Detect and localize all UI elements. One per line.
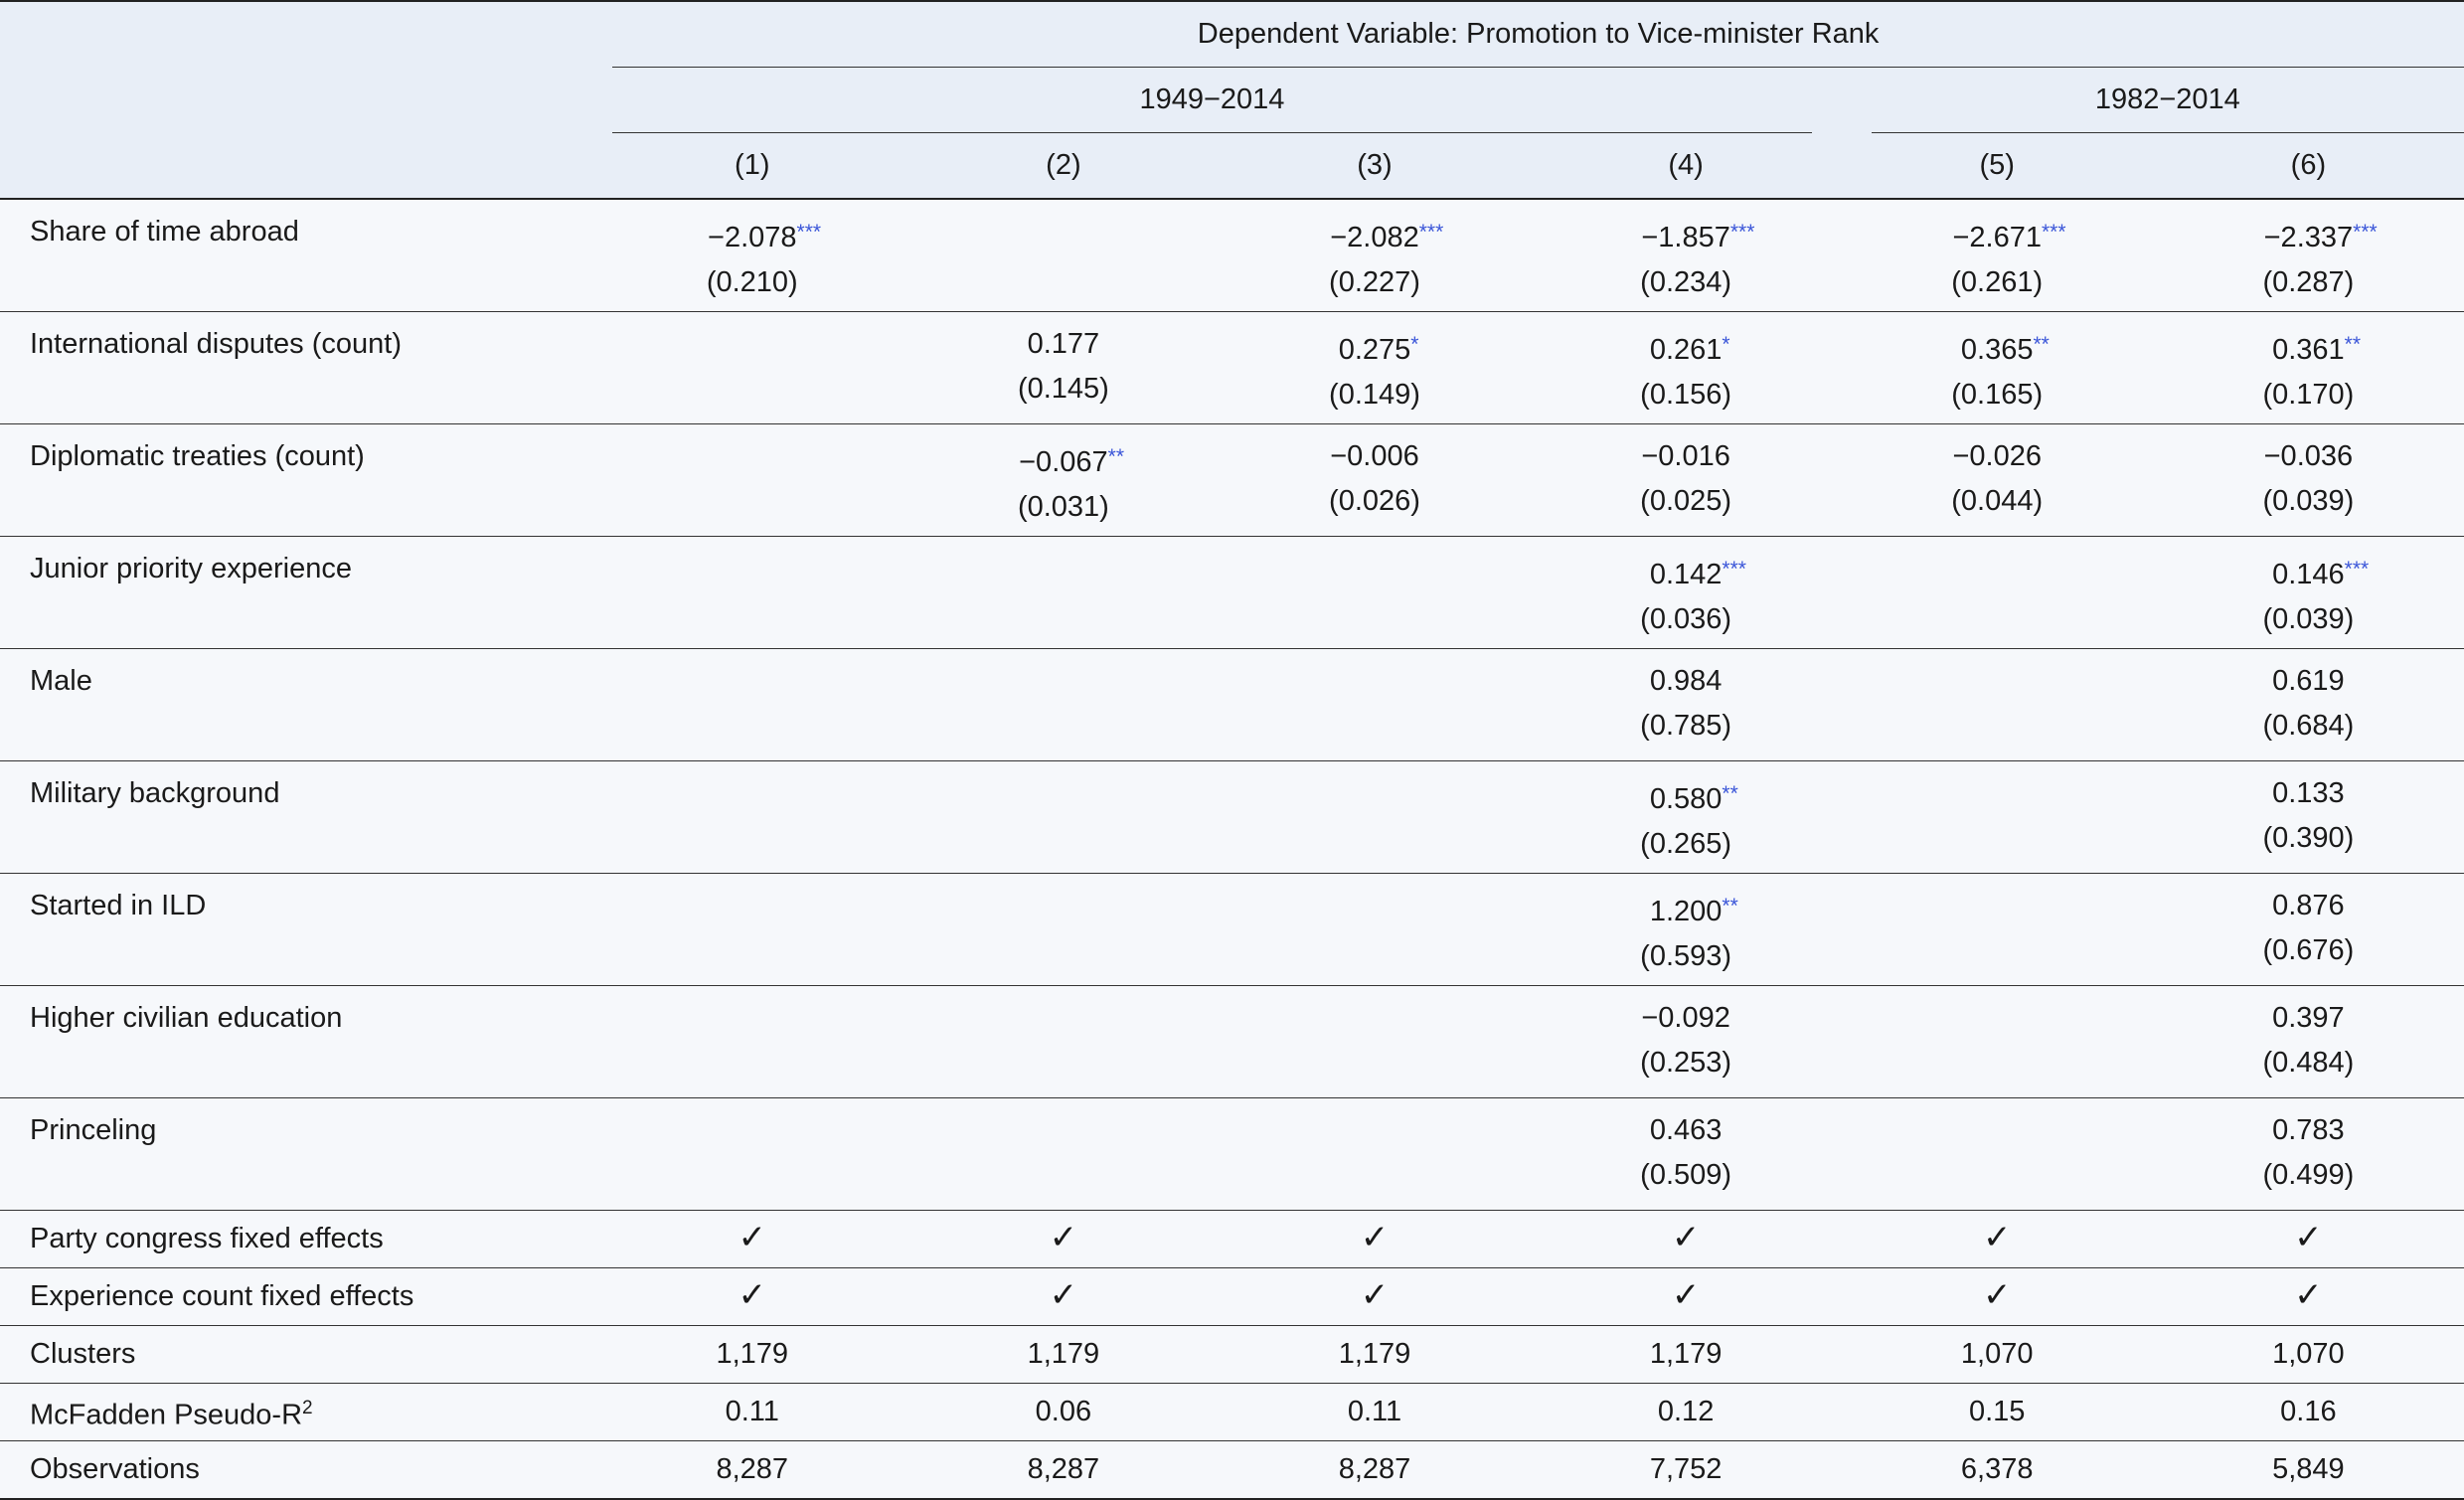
check-mark-icon: ✓ (1049, 1276, 1078, 1314)
estimate-value: 1.200 (1649, 896, 1723, 927)
period-1-header (596, 68, 1841, 133)
standard-error: (0.039) (2262, 603, 2355, 635)
coefficient-estimate: 0.361** (2272, 333, 2362, 366)
standard-error: (0.170) (2262, 379, 2355, 411)
estimate-value: 0.142 (1649, 559, 1723, 590)
superscript: 2 (302, 1398, 313, 1419)
standard-error: (0.593) (1640, 940, 1732, 972)
dependent-variable-header (596, 1, 2464, 68)
row-label: Male (0, 649, 596, 761)
coefficient-cell (2153, 986, 2464, 1098)
standard-error: (0.036) (1640, 603, 1732, 635)
coefficient-cell (1842, 761, 2153, 874)
estimate-value: −0.006 (1330, 440, 1419, 472)
check-mark-icon: ✓ (2294, 1276, 2323, 1314)
coefficient-cell (907, 761, 1219, 874)
standard-error: (0.785) (1640, 710, 1732, 742)
coefficient-estimate (1842, 434, 2153, 479)
coefficient-cell (596, 986, 907, 1098)
coefficient-estimate (1219, 1108, 1530, 1153)
estimate-value: 0.619 (2272, 665, 2345, 697)
table-header (0, 1, 2464, 199)
stat-value: 5,849 (2153, 1441, 2464, 1500)
coefficient-estimate (2153, 434, 2464, 479)
coefficient-estimate: 0.142*** (1649, 558, 1746, 590)
coefficient-estimate (596, 547, 907, 591)
coefficient-cell (1531, 649, 1842, 761)
standard-error: (0.484) (2262, 1047, 2355, 1079)
coefficient-estimate (907, 771, 1219, 816)
column-number: (2) (907, 133, 1219, 199)
coefficient-cell (907, 199, 1219, 312)
stat-value: 6,378 (1842, 1441, 2153, 1500)
coefficient-cell (1219, 537, 1530, 649)
stat-value: 8,287 (596, 1441, 907, 1500)
coefficient-estimate: −2.078*** (708, 221, 822, 253)
coefficient-estimate (2153, 996, 2464, 1041)
check-mark-icon: ✓ (1671, 1219, 1701, 1256)
coefficient-estimate (907, 884, 1219, 928)
row-label (0, 1441, 596, 1500)
row-label: Military background (0, 761, 596, 874)
coefficient-cell (2153, 761, 2464, 874)
period-1-label: 1949−2014 (612, 68, 1811, 133)
coefficient-estimate (1219, 434, 1530, 479)
coefficient-estimate: 0.261* (1649, 333, 1730, 366)
standard-error: (0.156) (1640, 379, 1732, 411)
coefficient-cell (907, 424, 1219, 537)
coefficient-estimate (2153, 884, 2464, 928)
table-row (0, 1098, 2464, 1211)
coefficient-estimate (1842, 771, 2153, 816)
stat-value: 1,179 (1531, 1326, 1842, 1384)
estimate-value: 0.580 (1649, 783, 1723, 815)
header-stub (0, 133, 596, 199)
estimate-value: −0.026 (1952, 440, 2042, 472)
standard-error: (0.031) (1017, 491, 1109, 523)
coefficient-cell (1531, 874, 1842, 986)
coefficient-cell (907, 874, 1219, 986)
stat-value: 0.11 (596, 1384, 907, 1441)
coefficient-cell (907, 312, 1219, 424)
stat-value: 8,287 (1219, 1441, 1530, 1500)
coefficient-estimate (596, 1108, 907, 1153)
row-label (0, 1326, 596, 1384)
row-label: Share of time abroad (0, 199, 596, 312)
coefficient-cell (1842, 986, 2153, 1098)
row-label: Higher civilian education (0, 986, 596, 1098)
coefficient-cell (1219, 1098, 1530, 1211)
stat-value: 1,179 (596, 1326, 907, 1384)
coefficient-estimate (596, 322, 907, 367)
coefficient-estimate: −0.067** (1019, 445, 1124, 478)
table-row (0, 312, 2464, 424)
stat-value: 0.12 (1531, 1384, 1842, 1441)
estimate-value: 0.397 (2272, 1002, 2345, 1034)
fixed-effects-cell (2153, 1211, 2464, 1268)
coefficient-cell (2153, 649, 2464, 761)
check-mark-icon: ✓ (1360, 1276, 1390, 1314)
coefficient-estimate (1842, 659, 2153, 704)
standard-error: (0.227) (1329, 266, 1420, 298)
fixed-effects-cell (1531, 1211, 1842, 1268)
table-body (0, 199, 2464, 1499)
row-label: Started in ILD (0, 874, 596, 986)
column-number: (1) (596, 133, 907, 199)
estimate-value: −0.092 (1641, 1002, 1730, 1034)
coefficient-estimate (907, 1108, 1219, 1153)
row-label-text: Clusters (30, 1338, 136, 1370)
row-label: International disputes (count) (0, 312, 596, 424)
estimate-value: −1.857 (1641, 222, 1730, 253)
estimate-value: 0.463 (1649, 1114, 1723, 1146)
fixed-effects-row (0, 1211, 2464, 1268)
stat-value: 0.11 (1219, 1384, 1530, 1441)
coefficient-estimate (2153, 659, 2464, 704)
coefficient-cell (1842, 1098, 2153, 1211)
standard-error: (0.026) (1329, 485, 1420, 517)
coefficient-estimate: −2.671*** (1952, 221, 2066, 253)
standard-error: (0.509) (1640, 1159, 1732, 1191)
stat-value: 0.15 (1842, 1384, 2153, 1441)
estimate-value: 0.365 (1960, 334, 2034, 366)
dependent-variable-label: Dependent Variable: Promotion to Vice-minister Rank (612, 2, 2464, 68)
check-mark-icon: ✓ (1360, 1219, 1390, 1256)
stat-value: 1,179 (1219, 1326, 1530, 1384)
standard-error: (0.287) (2262, 266, 2355, 298)
check-mark-icon: ✓ (1982, 1276, 2012, 1314)
estimate-value: 0.275 (1338, 334, 1411, 366)
check-mark-icon: ✓ (2294, 1219, 2323, 1256)
fixed-effects-cell (1219, 1211, 1530, 1268)
estimate-value: −2.671 (1952, 222, 2042, 253)
coefficient-estimate (1219, 659, 1530, 704)
estimate-value: −0.016 (1641, 440, 1730, 472)
coefficient-cell (1842, 312, 2153, 424)
standard-error: (0.044) (1951, 485, 2044, 517)
table-row (0, 761, 2464, 874)
coefficient-cell (2153, 199, 2464, 312)
check-mark-icon: ✓ (1982, 1219, 2012, 1256)
stat-value: 1,070 (1842, 1326, 2153, 1384)
row-label-text: Observations (30, 1453, 200, 1485)
coefficient-estimate (1219, 996, 1530, 1041)
standard-error: (0.234) (1640, 266, 1732, 298)
stat-value: 8,287 (907, 1441, 1219, 1500)
coefficient-cell (1531, 986, 1842, 1098)
table-row (0, 199, 2464, 312)
estimate-value: 0.361 (2272, 334, 2345, 366)
fixed-effects-cell (1842, 1268, 2153, 1326)
coefficient-estimate (1219, 547, 1530, 591)
coefficient-cell (2153, 424, 2464, 537)
coefficient-cell (1531, 312, 1842, 424)
coefficient-estimate (1531, 659, 1842, 704)
fixed-effects-cell (596, 1211, 907, 1268)
coefficient-cell (596, 312, 907, 424)
coefficient-estimate (596, 434, 907, 479)
estimate-value: 0.133 (2272, 777, 2345, 809)
coefficient-estimate (596, 659, 907, 704)
fixed-effects-cell (596, 1268, 907, 1326)
coefficient-cell (1531, 199, 1842, 312)
row-label: Party congress fixed effects (0, 1211, 596, 1268)
period-2-label: 1982−2014 (1872, 68, 2464, 133)
column-number: (5) (1842, 133, 2153, 199)
standard-error: (0.684) (2262, 710, 2355, 742)
coefficient-cell (2153, 312, 2464, 424)
coefficient-cell (596, 649, 907, 761)
check-mark-icon: ✓ (738, 1219, 767, 1256)
stats-row-clusters (0, 1326, 2464, 1384)
table-row (0, 537, 2464, 649)
coefficient-cell (1842, 537, 2153, 649)
check-mark-icon: ✓ (1049, 1219, 1078, 1256)
estimate-value: 0.261 (1649, 334, 1723, 366)
coefficient-cell (1219, 424, 1530, 537)
table-row (0, 986, 2464, 1098)
coefficient-cell (1219, 199, 1530, 312)
standard-error: (0.499) (2262, 1159, 2355, 1191)
column-number: (3) (1219, 133, 1530, 199)
standard-error: (0.145) (1017, 373, 1109, 405)
coefficient-estimate: 0.275* (1338, 333, 1419, 366)
coefficient-cell (1842, 424, 2153, 537)
coefficient-cell (596, 424, 907, 537)
coefficient-estimate (1842, 547, 2153, 591)
fixed-effects-cell (1531, 1268, 1842, 1326)
coefficient-cell (907, 537, 1219, 649)
row-label: Experience count fixed effects (0, 1268, 596, 1326)
standard-error: (0.210) (706, 266, 798, 298)
coefficient-estimate (596, 771, 907, 816)
column-number: (6) (2153, 133, 2464, 199)
coefficient-estimate: −1.857*** (1641, 221, 1755, 253)
stat-value: 7,752 (1531, 1441, 1842, 1500)
standard-error: (0.149) (1329, 379, 1420, 411)
estimate-value: −2.337 (2263, 222, 2354, 253)
coefficient-estimate (596, 996, 907, 1041)
estimate-value: 0.177 (1027, 328, 1100, 360)
fixed-effects-row (0, 1268, 2464, 1326)
standard-error: (0.165) (1951, 379, 2044, 411)
table-row (0, 424, 2464, 537)
coefficient-estimate (1842, 884, 2153, 928)
coefficient-estimate (1531, 434, 1842, 479)
coefficient-cell (907, 649, 1219, 761)
row-label: Junior priority experience (0, 537, 596, 649)
coefficient-estimate (1219, 771, 1530, 816)
coefficient-estimate (907, 659, 1219, 704)
row-label: Princeling (0, 1098, 596, 1211)
row-label-text: McFadden Pseudo-R (30, 1399, 303, 1431)
coefficient-cell (596, 874, 907, 986)
coefficient-estimate: 0.146*** (2272, 558, 2370, 590)
fixed-effects-cell (1219, 1268, 1530, 1326)
coefficient-cell (1219, 649, 1530, 761)
coefficient-cell (2153, 1098, 2464, 1211)
coefficient-estimate (907, 322, 1219, 367)
estimate-value: −2.082 (1330, 222, 1419, 253)
table-row (0, 874, 2464, 986)
coefficient-cell (1842, 874, 2153, 986)
coefficient-cell (596, 537, 907, 649)
coefficient-estimate (596, 884, 907, 928)
coefficient-estimate (1219, 884, 1530, 928)
coefficient-estimate (1531, 1108, 1842, 1153)
coefficient-cell (1531, 761, 1842, 874)
coefficient-cell (907, 1098, 1219, 1211)
stats-row-observations (0, 1441, 2464, 1500)
coefficient-estimate (2153, 771, 2464, 816)
coefficient-cell (596, 199, 907, 312)
column-number: (4) (1531, 133, 1842, 199)
coefficient-cell (1219, 986, 1530, 1098)
fixed-effects-cell (2153, 1268, 2464, 1326)
coefficient-estimate: 1.200** (1649, 895, 1738, 927)
period-2-header (1842, 68, 2464, 133)
coefficient-cell (907, 986, 1219, 1098)
coefficient-cell (1531, 1098, 1842, 1211)
coefficient-estimate (907, 996, 1219, 1041)
standard-error: (0.253) (1640, 1047, 1732, 1079)
coefficient-cell (1219, 312, 1530, 424)
coefficient-cell (596, 1098, 907, 1211)
fixed-effects-cell (1842, 1211, 2153, 1268)
table-row (0, 649, 2464, 761)
coefficient-estimate: −2.082*** (1330, 221, 1444, 253)
estimate-value: −0.067 (1019, 446, 1108, 478)
standard-error: (0.265) (1640, 828, 1732, 860)
stat-value: 1,070 (2153, 1326, 2464, 1384)
coefficient-cell (1531, 537, 1842, 649)
estimate-value: 0.146 (2272, 559, 2345, 590)
coefficient-cell (1531, 424, 1842, 537)
row-label: Diplomatic treaties (count) (0, 424, 596, 537)
coefficient-estimate: 0.580** (1649, 782, 1738, 815)
coefficient-cell (1219, 761, 1530, 874)
coefficient-cell (1842, 199, 2153, 312)
coefficient-estimate (907, 210, 1219, 254)
coefficient-cell (2153, 537, 2464, 649)
coefficient-estimate: −2.337*** (2263, 221, 2378, 253)
header-stub (0, 68, 596, 133)
standard-error: (0.025) (1640, 485, 1732, 517)
coefficient-cell (1219, 874, 1530, 986)
coefficient-estimate (907, 547, 1219, 591)
fixed-effects-cell (907, 1211, 1219, 1268)
standard-error: (0.676) (2262, 934, 2355, 966)
check-mark-icon: ✓ (1671, 1276, 1701, 1314)
coefficient-estimate (2153, 1108, 2464, 1153)
stat-value: 0.16 (2153, 1384, 2464, 1441)
check-mark-icon: ✓ (738, 1276, 767, 1314)
estimate-value: −2.078 (708, 222, 797, 253)
estimate-value: −0.036 (2263, 440, 2354, 472)
coefficient-estimate (1531, 996, 1842, 1041)
estimate-value: 0.984 (1649, 665, 1723, 697)
stats-row-pseudo-r2 (0, 1384, 2464, 1441)
header-stub (0, 1, 596, 68)
standard-error: (0.390) (2262, 822, 2355, 854)
coefficient-estimate (1842, 996, 2153, 1041)
estimate-value: 0.876 (2272, 890, 2345, 921)
coefficient-estimate (1842, 1108, 2153, 1153)
coefficient-cell (2153, 874, 2464, 986)
standard-error: (0.261) (1951, 266, 2044, 298)
estimate-value: 0.783 (2272, 1114, 2345, 1146)
stat-value: 0.06 (907, 1384, 1219, 1441)
coefficient-cell (1842, 649, 2153, 761)
coefficient-cell (596, 761, 907, 874)
stat-value: 1,179 (907, 1326, 1219, 1384)
fixed-effects-cell (907, 1268, 1219, 1326)
standard-error: (0.039) (2262, 485, 2355, 517)
row-label (0, 1384, 596, 1441)
coefficient-estimate: 0.365** (1960, 333, 2050, 366)
